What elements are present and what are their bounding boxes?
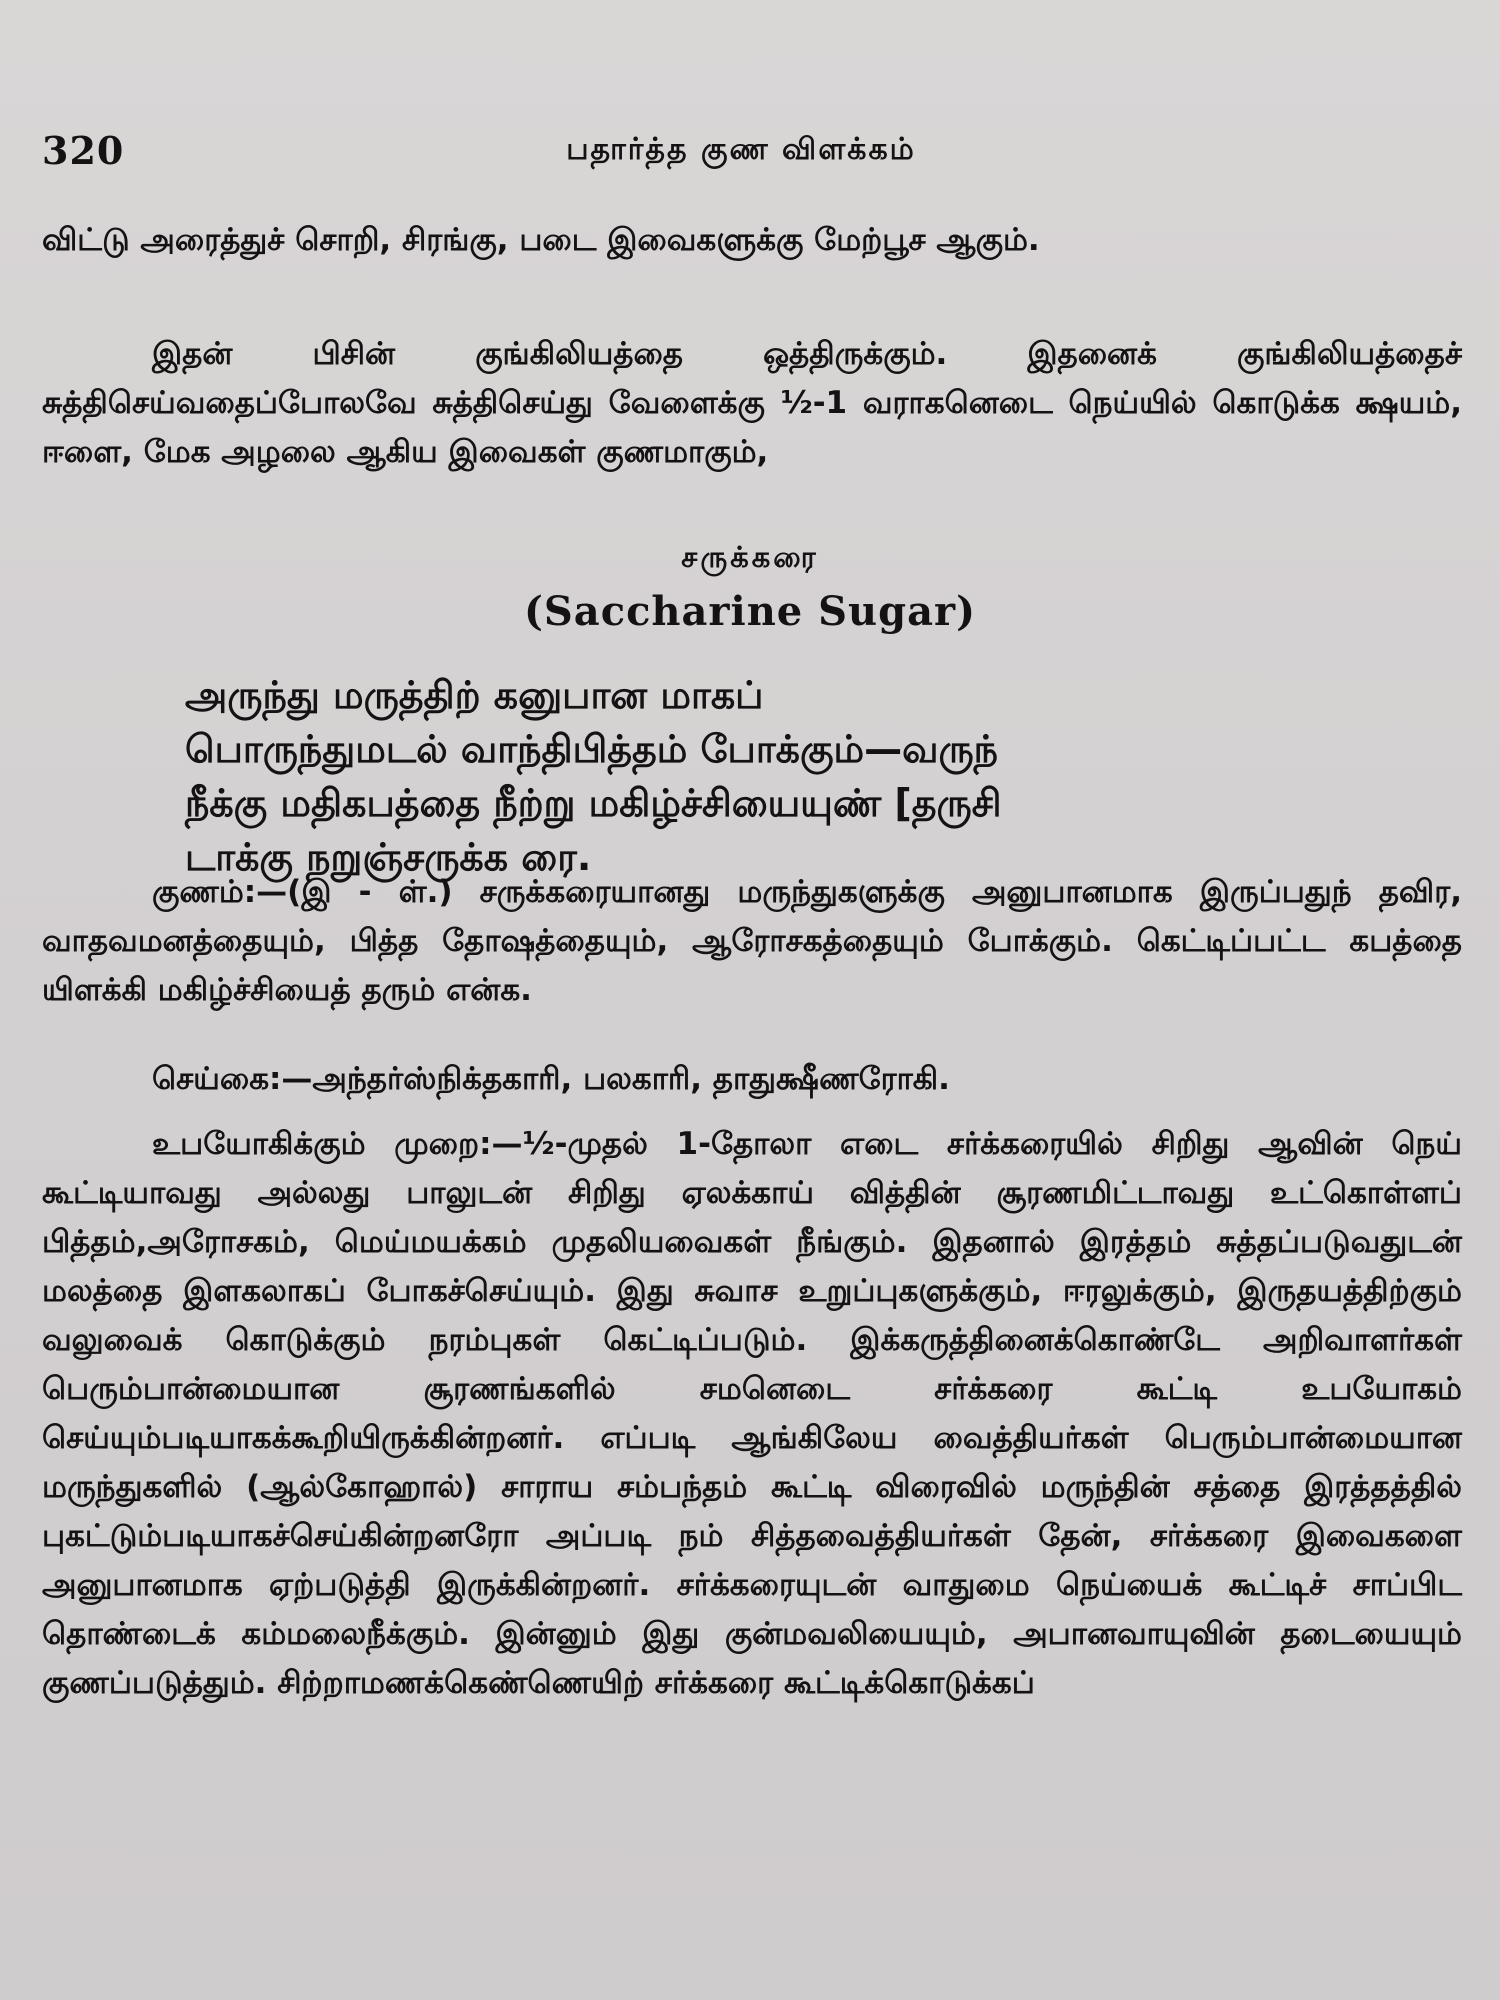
running-title: பதார்த்த குண விளக்கம் [566,132,916,167]
page-number: 320 [42,128,125,173]
verse-line: அருந்து மருத்திற் கனுபான மாகப் [185,673,764,717]
paragraph-usage: உபயோகிக்கும் முறை:—½-முதல் 1-தோலா எடை சர்க்கரையில் சிறிது ஆவின் நெய் கூட்டியாவது அல்லது பாலுடன் சிறிது ஏலக்காய் வித்தின் சூரணமிட்டாவது உட்கொள்ளப் பித்தம்,அரோசகம், மெய்மயக்கம் முதலியவைகள் நீங்கும். இதனால் இரத்தம் சுத்தப்படுவதுடன் மலத்தை இளகலாகப் போகச்செய்யும். இது சுவாச உறுப்புகளுக்கும், ஈரலுக்கும், இருதயத்திற்கும் வலுவைக் கொடுக்கும் நரம்புகள் கெட்டிப்படும். இக்கருத்தினைக்கொண்டே அறிவாளர்கள் பெரும்பான்மையான சூரணங்களில் சமனெடை சர்க்கரை கூட்டி உபயோகம் செய்யும்படியாகக்கூறியிருக்கின்றனர். எப்படி ஆங்கிலேய வைத்தியர்கள் பெரும்பான்மையான மருந்துகளில் (ஆல்கோஹால்) சாராய சம்பந்தம் கூட்டி விரைவில் மருந்தின் சத்தை இரத்தத்தில் புகட்டும்படியாகச்செய்கின்றனரோ அப்படி நம் சித்தவைத்தியர்கள் தேன், சர்க்கரை இவைகளை அனுபானமாக ஏற்படுத்தி இருக்கின்றனர். சர்க்கரையுடன் வாதுமை நெய்யைக் கூட்டிச் சாப்பிட தொண்டைக் கம்மலைநீக்கும். இன்னும் இது குன்மவலியையும், அபானவாயுவின் தடையையும் குணப்படுத்தும். சிற்றாமணக்கெண்ணெயிற் சர்க்கரை கூட்டிக்கொடுக்கப் [42,1126,1462,1701]
verse-line: நீக்கு மதிகபத்தை நீற்று மகிழ்ச்சியையுண் [தருசி [185,781,1002,825]
verse-line: பொருந்துமடல் வாந்திபித்தம் போக்கும்—வருந் [185,727,999,771]
paragraph-properties: குணம்:—(இ - ள்.) சருக்கரையானது மருந்துகளுக்கு அனுபானமாக இருப்பதுந் தவிர, வாதவமனத்தையும், பித்த தோஷத்தையும், ஆரோசகத்தையும் போக்கும். கெட்டிப்பட்ட கபத்தை யிளக்கி மகிழ்ச்சியைத் தரும் என்க. [42,874,1462,1008]
verse-line: டாக்கு நறுஞ்சருக்க ரை. [185,835,592,879]
paragraph-resin: இதன் பிசின் குங்கிலியத்தை ஒத்திருக்கும். இதனைக் குங்கிலியத்தைச் சுத்திசெய்வதைப்போலவே சுத்திசெய்து வேளைக்கு ½-1 வராகனெடை நெய்யில் கொடுக்க க்ஷயம், ஈளை, மேக அழலை ஆகிய இவைகள் குணமாகும், [42,336,1462,470]
verse-block [185,668,1465,884]
section-title-tamil: சருக்கரை [681,540,819,574]
paragraph-continuation: விட்டு அரைத்துச் சொறி, சிரங்கு, படை இவைகளுக்கு மேற்பூச ஆகும். [42,222,1040,258]
page-header [42,128,1440,178]
section-title-english: (Saccharine Sugar) [523,588,977,635]
paragraph-action: செய்கை:—அந்தர்ஸ்நிக்தகாரி, பலகாரி, தாதுக்ஷீணரோகி. [152,1061,950,1097]
